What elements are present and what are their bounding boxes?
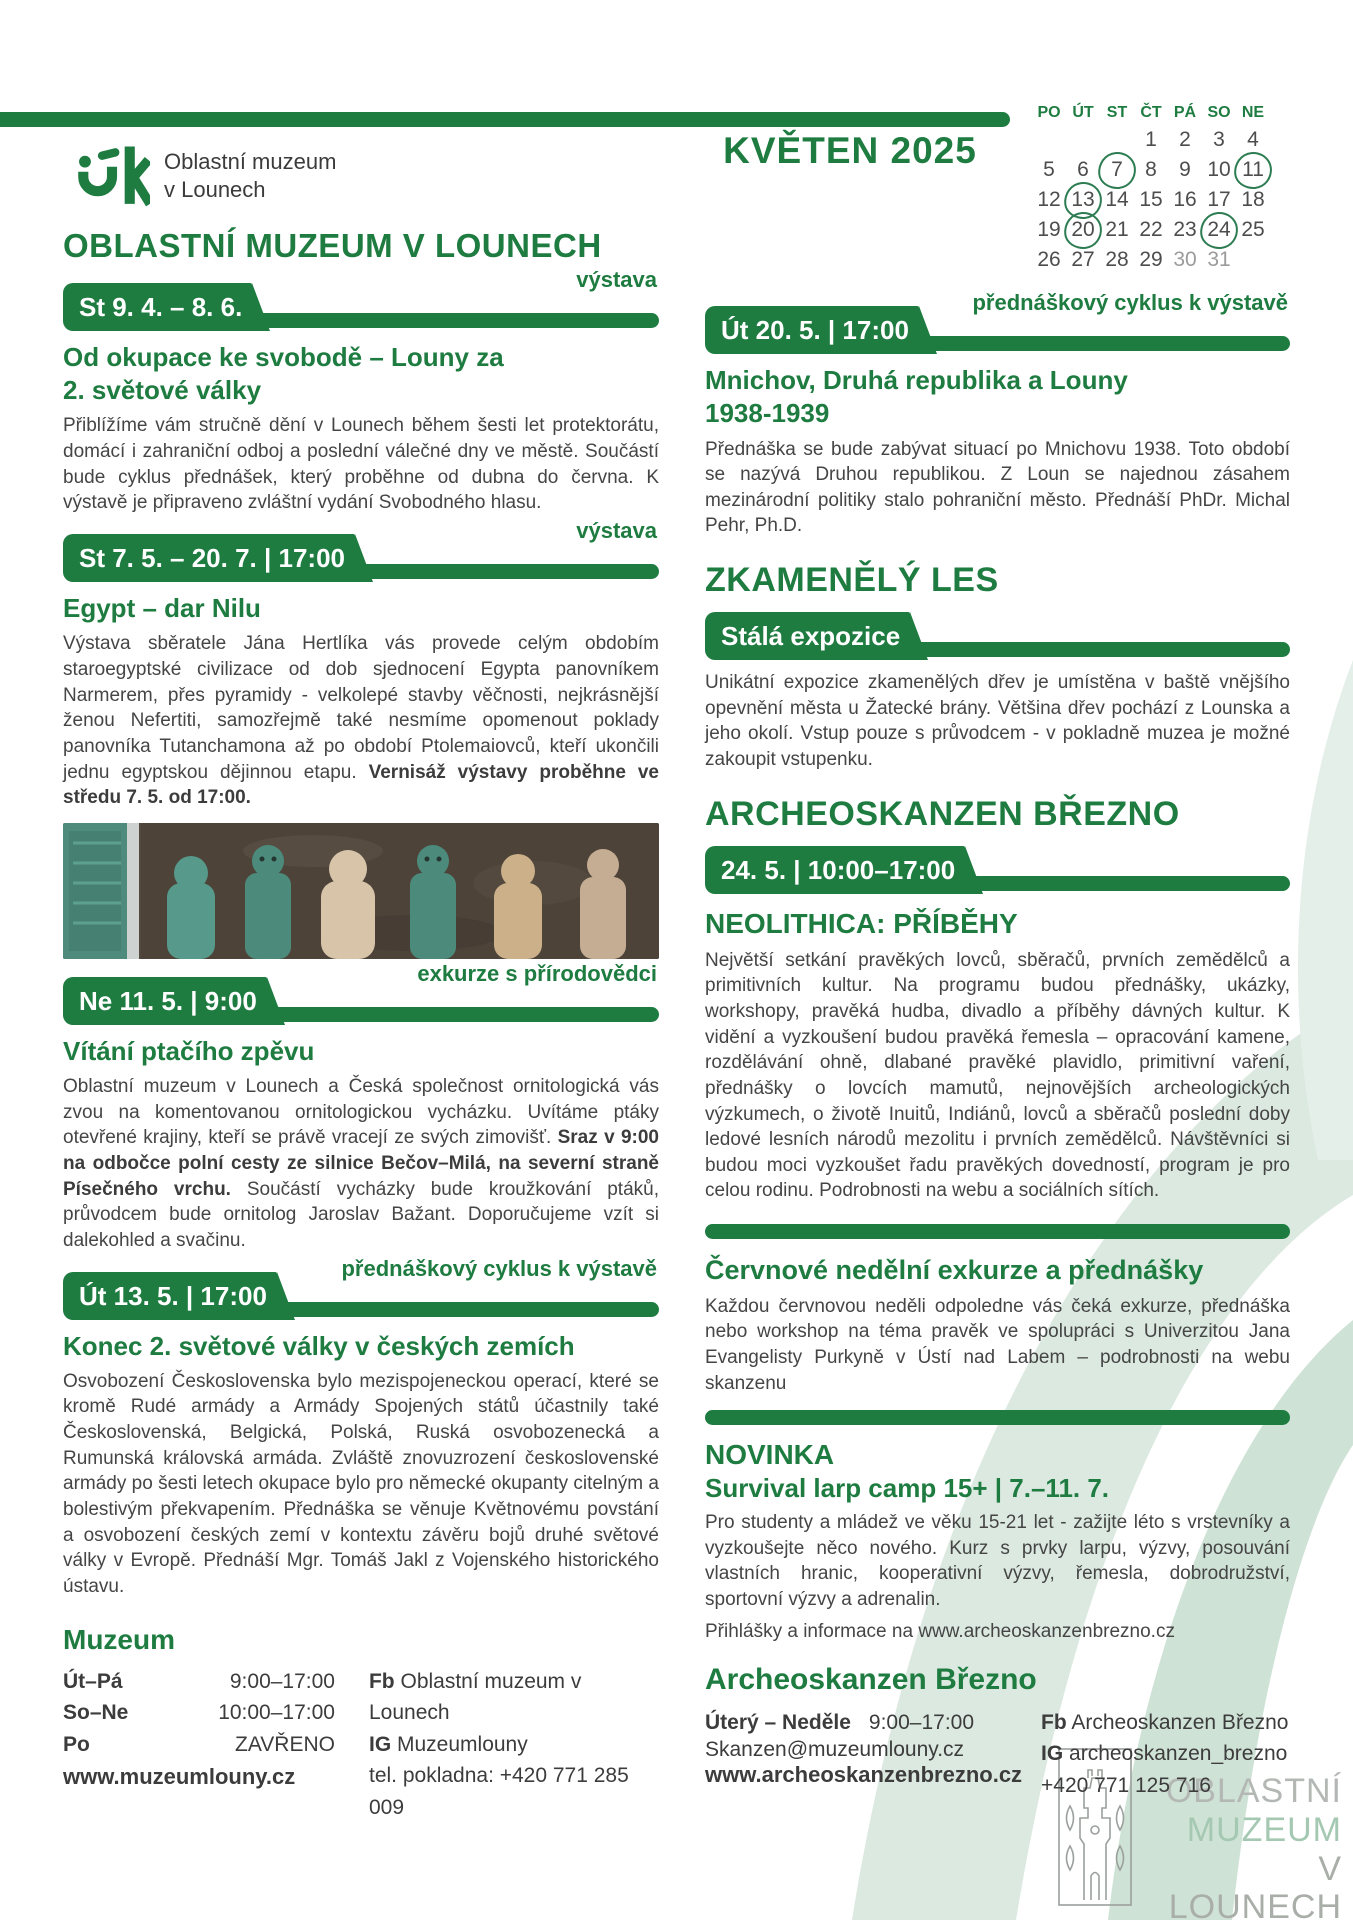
circled-day: 7	[1100, 157, 1134, 182]
event-date-tag: 24. 5. | 10:00–17:00	[705, 846, 965, 894]
calendar	[1032, 104, 1270, 272]
event-title: Mnichov, Druhá republika a Louny 1938-1939	[705, 365, 1128, 429]
section-title-archeoskanzen: ARCHEOSKANZEN BŘEZNO	[705, 794, 1180, 833]
section-title-zkamenely-les: ZKAMENĚLÝ LES	[705, 561, 999, 600]
event-description: Každou červnovou neděli odpoledne vás čeká exkurze, přednáška nebo workshop na téma pravěk ve spolupráci s Univerzitou Jana Evangelisty Purkyně v Ústí nad Labem – podrobnosti na webu skanzenu	[705, 1295, 1290, 1394]
signup-info-link[interactable]: Přihlášky a informace na www.archeoskanzenbrezno.cz	[705, 1620, 1175, 1642]
museum-social	[369, 1666, 659, 1824]
section-title-muzeum: OBLASTNÍ MUZEUM V LOUNECH	[63, 227, 602, 264]
skanzen-phone[interactable]: +420 771 125 716	[1041, 1773, 1211, 1797]
event-date-tag: Út 13. 5. | 17:00	[63, 1272, 277, 1320]
muted-day: 30	[1173, 248, 1197, 271]
event-title: NEOLITHICA: PŘÍBĚHY	[705, 907, 1018, 939]
event-tag-row	[63, 266, 659, 331]
event-title: Vítání ptačího zpěvu	[63, 1035, 315, 1066]
hours-row: So–Ne 10:00–17:00	[63, 1701, 335, 1725]
skanzen-social	[1041, 1707, 1288, 1802]
event-description: Výstava sběratele Jána Hertlíka vás provede celým obdobím staroegyptské civilizace od dob sjednocení Egypta panovníkem Narmerem, přes pyramidy - velkolepé stavby věčnosti, nejkrásnější ženou Nefertiti, samozřejmě také nesmíme opomenout poklady panovníka Tutanchamona až po období Ptolemaiovců, kteří ukončili jednu egyptskou dějinnou etapu. Vernisáž výstavy proběhne ve středu 7. 5. od 17:00.	[63, 633, 659, 809]
right-column	[705, 290, 1290, 1801]
event-title: Červnové nedělní exkurze a přednášky	[705, 1255, 1204, 1286]
separator-bar	[705, 1410, 1290, 1425]
calendar-week-row: 26 27 28 29 30 31	[1032, 247, 1270, 272]
facebook-link[interactable]: Fb Oblastní muzeum v Lounech	[368, 1669, 582, 1725]
museum-contact	[63, 1666, 659, 1824]
separator-bar	[705, 1224, 1290, 1239]
logo-line2: v Lounech	[164, 176, 266, 202]
event-description: Pro studenty a mládež ve věku 15-21 let - zažijte léto s vrstevníky a vyzkoušejte něco nového. Kurz s prvky larpu, výzvy, posouvání vlastních hranic, kooperativní výzvy, řemesla, dobrodružství, sportovní výzvy a adrenalin.	[705, 1512, 1290, 1611]
calendar-week-row: 1 2 3 4	[1145, 128, 1259, 151]
event-title: Egypt – dar Nilu	[63, 593, 261, 624]
circled-day: 24	[1202, 217, 1236, 242]
event-title: Survival larp camp 15+ | 7.–11. 7.	[705, 1473, 1110, 1504]
calendar-week-row: 5 6 7 8 9 10 11	[1032, 157, 1270, 182]
event-description: Oblastní muzeum v Lounech a Česká společnost ornitologická vás zvou na komentovanou ornitologickou vycházku. Uvítáme ptáky otevřené krajiny, kteří se právě vracejí ze svých zimovišť. Sraz v 9:00 na odbočce polní cesty ze silnice Bečov–Milá, na severní straně Písečného vrchu. Součástí vycházky bude kroužkování ptáků, průvodcem bude ornitolog Jaroslav Bažant. Doporučujeme vzít si dalekohled a svačinu.	[63, 1076, 660, 1251]
header-green-bar	[0, 112, 1010, 127]
calendar-week-row: 12 13 14 15 16 17 18	[1037, 188, 1265, 211]
vernissage-note: Vernisáž výstavy proběhne ve středu 7. 5. od 17:00.	[63, 761, 659, 809]
hours-row: Út–Pá 9:00–17:00	[63, 1669, 335, 1693]
event-description: Největší setkání pravěkých lovců, sběračů, prvních zemědělců a primitivních kultur. Na programu budou přednášky, ukázky, workshopy, pravěká hudba, divadlo a příběhy dávných kultur. K vidění a vyzkoušení budou pravěká řemesla – opracování kamene, rozdělávání ohně, dlabané pravěké plavidlo, primitivní vaření, přednášky o lovcích mamutů, nejnovějších archeologických výzkumech, o životě Inuitů, Indiánů, lovců a sběračů poslední doby ledové lesních národů mezolitu i prvních zemědělců. Návštěvníci si budou moci vyzkoušet řadu pravěkých dovedností, program je pro celou rodinu. Podrobnosti na webu a sociálních sítích.	[705, 949, 1290, 1202]
event-description: Přednáška se bude zabývat situací po Mnichovu 1938. Toto období se nazývá Druhou republikou. Z Loun se najednou zásahem mezinárodní politiky stalo pohraniční město. Přednáší PhDr. Michal Pehr, Ph.D.	[705, 438, 1290, 537]
muted-day: 31	[1207, 248, 1231, 271]
permanent-exhibition-tag: Stálá expozice	[705, 612, 910, 660]
event-category-label: přednáškový cyklus k výstavě	[972, 290, 1288, 315]
museum-contact-heading: Muzeum	[63, 1623, 175, 1655]
event-title: Konec 2. světové války v českých zemích	[63, 1330, 575, 1361]
uk-logo	[74, 138, 336, 214]
circled-day: 11	[1236, 157, 1270, 182]
event-category-label: výstava	[576, 266, 657, 292]
skanzen-contact-heading: Archeoskanzen Březno	[705, 1662, 1037, 1696]
event-date-tag: Ne 11. 5. | 9:00	[63, 977, 267, 1025]
logo-line1: Oblastní muzeum	[164, 149, 337, 174]
event-tag-row	[63, 518, 659, 582]
event-description: Osvobození Československa bylo mezispojeneckou operací, které se kromě Rudé armády a Armády Spojených států účastnily také Československá, Belgická, Polská, Ruská osvobozenecká a Rumunská královská armáda. Zvláště znovuzrození československé armády po šesti letech okupace bylo pro německé okupanty citelným a bolestivým překvapením. Přednáška se věnuje Květnovému povstání a osvobození českých zemí v kontextu závěru bojů druhé světové války v Evropě. Přednáší Mgr. Tomáš Jakl z Vojenského historického ústavu.	[63, 1370, 659, 1597]
watermark-text: OBLASTNÍ MUZEUM V LOUNECH	[1165, 1772, 1342, 1920]
skanzen-email-link[interactable]: Skanzen@muzeumlouny.cz	[705, 1738, 965, 1762]
event-category-label: exkurze s přírodovědci	[417, 960, 657, 986]
logo-text	[164, 148, 336, 203]
event-description: Přiblížíme vám stručně dění v Lounech během šesti let protektorátu, domácí i zahraniční odboj a poslední válečné dny ve městě. Součástí bude cyklus přednášek, který proběhne od dubna do června. K výstavě je připraveno zvláštní vydání Svobodného hlasu.	[63, 415, 659, 514]
instagram-link[interactable]: IG Muzeumlouny	[368, 1732, 528, 1756]
event-description: Unikátní expozice zkamenělých dřev je umístěna v baště vnějšího opevnění města u Žatecké brány. Většina dřev pochází z Lounska a jeho okolí. Vstup pouze s průvodcem - v pokladně muzea je možné zakoupit vstupenku.	[705, 672, 1290, 771]
skanzen-hours	[705, 1707, 1037, 1802]
event-tag-row	[63, 960, 659, 1025]
skanzen-website-link[interactable]: www.archeoskanzenbrezno.cz	[705, 1762, 1023, 1788]
left-column	[63, 227, 659, 1823]
event-category-label: přednáškový cyklus k výstavě	[341, 1255, 657, 1281]
facebook-link[interactable]: Fb Archeoskanzen Březno	[1041, 1710, 1289, 1734]
month-title: KVĚTEN 2025	[723, 130, 977, 171]
circled-day: 20	[1066, 217, 1100, 242]
opening-hours	[63, 1666, 335, 1824]
event-date-tag: Út 20. 5. | 17:00	[705, 306, 919, 354]
uk-smiley-logo-icon	[74, 138, 150, 214]
event-tag-row	[63, 1255, 659, 1320]
instagram-link[interactable]: IG archeoskanzen_brezno	[1041, 1742, 1288, 1766]
circled-day: 13	[1066, 187, 1100, 212]
egypt-exhibit-photo	[63, 823, 659, 959]
novinka-heading: NOVINKA	[705, 1439, 835, 1471]
event-title: Od okupace ke svobodě – Louny za 2. světové války	[63, 341, 504, 406]
event-category-label: výstava	[576, 518, 657, 544]
calendar-week-row: 19 20 21 22 23 24 25	[1037, 218, 1265, 241]
event-date-tag: St 9. 4. – 8. 6.	[63, 283, 252, 331]
event-tag-row	[705, 612, 1290, 660]
skanzen-contact	[705, 1707, 1290, 1802]
museum-phone[interactable]: tel. pokladna: +420 771 285 009	[368, 1764, 629, 1819]
event-tag-row	[705, 290, 1290, 354]
museum-website-link[interactable]: www.muzeumlouny.cz	[63, 1764, 296, 1790]
event-date-tag: St 7. 5. – 20. 7. | 17:00	[63, 534, 355, 582]
calendar-weekday-header: PO ÚT ST ČT PÁ SO NE	[1037, 104, 1265, 121]
hours-row: Úterý – Neděle 9:00–17:00	[705, 1710, 975, 1734]
meeting-point-note: Sraz v 9:00 na odbočce polní cesty ze silnice Bečov–Milá, na severní straně Písečného vrchu.	[63, 1127, 660, 1200]
hours-row: Po ZAVŘENO	[63, 1732, 335, 1756]
event-tag-row	[705, 846, 1290, 894]
